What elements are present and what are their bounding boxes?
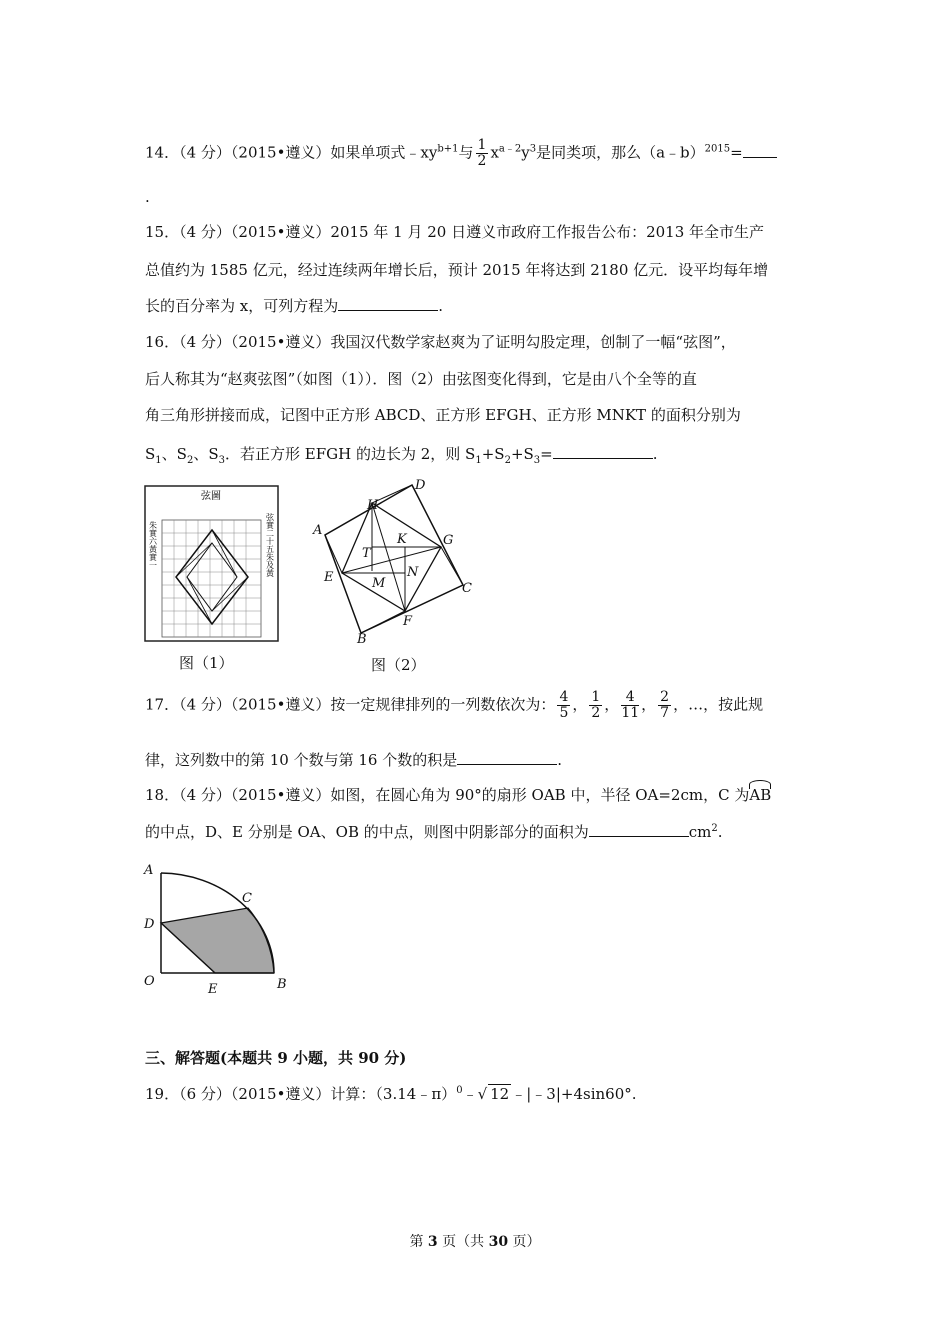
eight-triangles-diagram bbox=[305, 475, 485, 645]
label-G: G bbox=[443, 533, 454, 548]
fig1-left-text: 朱實六黃實一 bbox=[148, 521, 158, 569]
answer-blank[interactable] bbox=[338, 310, 438, 311]
figure-2 bbox=[305, 475, 485, 645]
shaded-region bbox=[161, 908, 274, 973]
label-D: D bbox=[415, 478, 426, 493]
answer-blank[interactable] bbox=[589, 836, 689, 837]
label-T: T bbox=[362, 546, 371, 561]
fraction-one-half: $\frac{1}{2}$ bbox=[477, 137, 487, 169]
question-15-line3: 长的百分率为 x，可列方程为 . bbox=[145, 297, 444, 315]
label-A: A bbox=[313, 523, 323, 538]
fraction-1: $\frac{4}{5}$ bbox=[559, 689, 569, 721]
label-C: C bbox=[242, 891, 252, 906]
question-18-line1: 18．（4 分）（2015•遵义）如图，在圆心角为 90°的扇形 OAB 中，半径 OA=2cm，C 为AB bbox=[145, 786, 772, 804]
answer-blank[interactable] bbox=[743, 157, 777, 158]
question-16-line2: 后人称其为“赵爽弦图”（如图（1））．图（2）由弦图变化得到，它是由八个全等的直 bbox=[145, 370, 697, 388]
label-F: F bbox=[403, 614, 413, 629]
label-A: A bbox=[144, 863, 154, 878]
fig1-right-text: 弦實二十五朱及黃 bbox=[265, 513, 275, 577]
page-footer: 第 3 页（共 30 页） bbox=[409, 1234, 541, 1250]
figure-1-caption: 图（1） bbox=[179, 654, 234, 672]
question-16-line3: 角三角形拼接而成，记图中正方形 ABCD、正方形 EFGH、正方形 MNKT 的面积分别为 bbox=[145, 406, 741, 424]
fraction-2: $\frac{1}{2}$ bbox=[591, 689, 601, 721]
label-D: D bbox=[144, 917, 155, 932]
section-title: 三、解答题(本题共 9 小题，共 90 分) bbox=[145, 1049, 407, 1067]
question-16-line4: $S_1$、$S_2$、$S_3$．若正方形 EFGH 的边长为 2，则 $S_1+S_2+S_3=$ . bbox=[145, 445, 658, 466]
figure-2-caption: 图（2） bbox=[371, 656, 426, 674]
question-17-line2: 律，这列数中的第 10 个数与第 16 个数的积是 . bbox=[145, 751, 563, 769]
label-B: B bbox=[357, 632, 367, 645]
question-19: 19．（6 分）（2015•遵义）计算：（3.14﹣π）$^0$﹣√ 12 ﹣|﹣3|+4sin60°. bbox=[145, 1085, 637, 1103]
xian-tu-diagram bbox=[144, 485, 279, 643]
question-17-line1: 17．（4 分）（2015•遵义）按一定规律排列的一列数依次为： $\frac{4}{5}$ ， $\frac{1}{2}$ ， $\frac{4}{11}$ ， $\frac{2}{7}$ ，…，按此规 bbox=[145, 689, 764, 721]
label-N: N bbox=[407, 565, 419, 580]
question-16-line1: 16．（4 分）（2015•遵义）我国汉代数学家赵爽为了证明勾股定理，创制了一幅“弦图”， bbox=[145, 333, 736, 351]
fraction-3: $\frac{4}{11}$ bbox=[621, 689, 640, 721]
answer-blank[interactable] bbox=[457, 764, 557, 765]
question-18-line2: 的中点，D、E 分别是 OA、OB 的中点，则图中阴影部分的面积为 $cm^2$. bbox=[145, 823, 723, 841]
label-H: H bbox=[367, 498, 379, 513]
label-C: C bbox=[462, 581, 472, 596]
question-14: 14．（4 分）（2015•遵义）如果单项式$﹣xy^{b+1}$与 $\frac{1}{2}$ $x^{a﹣2}y^3$是同类项，那么（a﹣b）$^{2015}$= bbox=[145, 138, 777, 169]
sqrt-radicand: 12 bbox=[490, 1085, 510, 1103]
label-O: O bbox=[144, 974, 155, 989]
label-B: B bbox=[277, 977, 287, 992]
arc-ab: AB bbox=[749, 786, 772, 804]
sector-diagram bbox=[140, 858, 300, 998]
page-total: 30 bbox=[488, 1234, 509, 1250]
answer-blank[interactable] bbox=[553, 458, 653, 459]
fraction-4: $\frac{2}{7}$ bbox=[660, 689, 670, 721]
label-K: K bbox=[397, 532, 407, 547]
figure-1 bbox=[144, 485, 279, 643]
label-E: E bbox=[324, 570, 334, 585]
page-number: 3 bbox=[427, 1234, 438, 1250]
label-E: E bbox=[208, 982, 218, 997]
question-15-line2: 总值约为 1585 亿元，经过连续两年增长后，预计 2015 年将达到 2180 亿元．设平均每年增 bbox=[145, 261, 769, 279]
label-M: M bbox=[372, 576, 386, 591]
fig1-top-text: 弦圖 bbox=[201, 491, 221, 502]
sqrt-symbol: √ bbox=[477, 1085, 488, 1103]
question-15-line1: 15．（4 分）（2015•遵义）2015 年 1 月 20 日遵义市政府工作报告公布：2013 年全市生产 bbox=[145, 223, 765, 241]
figure-3 bbox=[140, 858, 300, 998]
question-14-period: . bbox=[145, 188, 150, 206]
